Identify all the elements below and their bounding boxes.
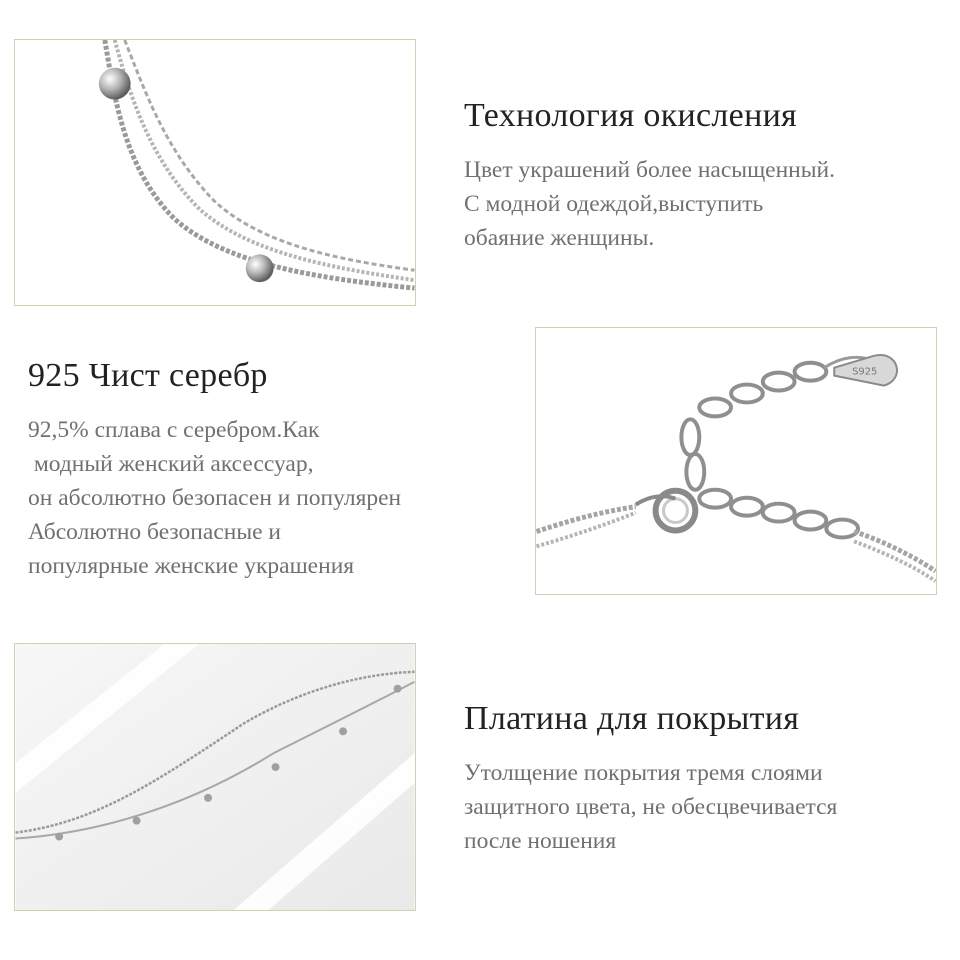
- bracelet-beads-photo: [14, 39, 416, 306]
- bracelet-beads-illustration: [15, 40, 415, 305]
- section-text-line: после ношения: [464, 828, 617, 854]
- tag-charm-text: S925: [852, 366, 878, 378]
- section-oxidation: [464, 97, 835, 255]
- bead-upper: [99, 68, 131, 100]
- section-text-line: Цвет украшений более насыщенный.: [464, 157, 835, 183]
- section-text-line: С модной одеждой,выступить: [464, 191, 764, 217]
- bracelet-full-photo: [14, 643, 416, 911]
- section-text-line: 92,5% сплава с серебром.Как: [28, 417, 320, 443]
- bead-lower: [246, 254, 274, 282]
- section-text-line: популярные женские украшения: [28, 553, 355, 579]
- section-text-line: Абсолютно безопасные и: [28, 519, 281, 545]
- section-title: 925 Чист серебр: [28, 357, 268, 394]
- section-title: Платина для покрытия: [464, 700, 800, 737]
- section-silver: [28, 357, 401, 583]
- section-text-line: он абсолютно безопасен и популярен: [28, 485, 402, 511]
- section-platinum: [464, 700, 837, 858]
- bracelet-clasp-illustration: [536, 328, 936, 594]
- section-title: Технология окисления: [464, 97, 798, 134]
- section-text-line: модный женский аксессуар,: [28, 451, 314, 477]
- bracelet-full-illustration: [15, 644, 415, 910]
- section-text-line: Утолщение покрытия тремя слоями: [464, 760, 823, 786]
- bracelet-clasp-photo: [535, 327, 937, 595]
- section-text-line: обаяние женщины.: [464, 225, 655, 251]
- section-text-line: защитного цвета, не обесцвечивается: [464, 794, 838, 820]
